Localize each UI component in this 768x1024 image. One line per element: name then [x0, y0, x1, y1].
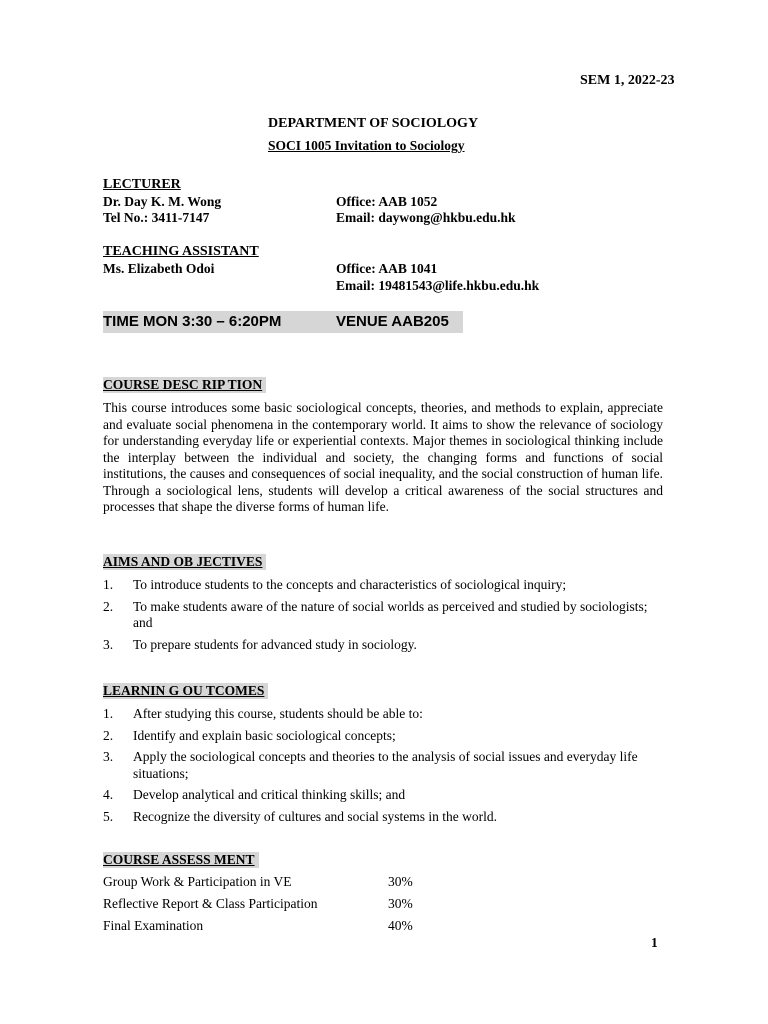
- assessment-row: Group Work & Participation in VE 30%: [103, 874, 413, 889]
- assessment-heading: COURSE ASSESS MENT: [103, 852, 259, 868]
- semester-label: SEM 1, 2022-23: [580, 73, 675, 88]
- schedule-venue: VENUE AAB205: [336, 313, 449, 330]
- course-title: SOCI 1005 Invitation to Sociology: [268, 138, 465, 153]
- schedule-time: TIME MON 3:30 – 6:20PM: [103, 313, 282, 330]
- description-heading: COURSE DESC RIP TION: [103, 377, 266, 393]
- lecturer-heading: LECTURER: [103, 177, 181, 192]
- schedule-bar: [103, 311, 463, 333]
- list-item: 1. To introduce students to the concepts and characteristics of sociological inquiry;: [103, 577, 567, 592]
- list-item: 2. Identify and explain basic sociological concepts;: [103, 727, 396, 743]
- lecturer-tel: Tel No.: 3411-7147: [103, 210, 210, 225]
- outcomes-list: [103, 706, 663, 825]
- list-item: 1. After studying this course, students should be able to:: [103, 706, 423, 721]
- ta-heading: TEACHING ASSISTANT: [103, 244, 259, 259]
- ta-name: Ms. Elizabeth Odoi: [103, 261, 215, 276]
- lecturer-name: Dr. Day K. M. Wong: [103, 194, 222, 209]
- ta-office: Office: AAB 1041: [336, 261, 438, 276]
- lecturer-email: Email: daywong@hkbu.edu.hk: [336, 210, 516, 225]
- list-item: 4. Develop analytical and critical thinking skills; and: [103, 787, 406, 802]
- department-title: DEPARTMENT OF SOCIOLOGY: [268, 116, 479, 131]
- list-item: 5. Recognize the diversity of cultures and social systems in the world.: [103, 808, 498, 824]
- page-number: 1: [651, 935, 658, 950]
- list-item: 3. To prepare students for advanced study in sociology.: [103, 636, 417, 652]
- assessment-row: Reflective Report & Class Participation 30%: [103, 896, 413, 911]
- lecturer-office: Office: AAB 1052: [336, 194, 438, 209]
- aims-list: [103, 577, 663, 653]
- aims-heading: AIMS AND OB JECTIVES: [103, 554, 266, 570]
- ta-email: Email: 19481543@life.hkbu.edu.hk: [336, 278, 540, 293]
- assessment-row: Final Examination 40%: [103, 918, 413, 933]
- description-text: This course introduces some basic sociological concepts, theories, and methods to explain, appreciate and evaluate social phenomena in the contemporary world. It aims to show the relevance of sociology for understanding everyday life or experiential contexts. Major themes in sociological thinking include the interplay between the individual and society, the changing forms and functions of social institutions, the causes and consequences of social inequality, and the social construction of human life. Through a sociological lens, students will develop a critical awareness of the social structures and processes that shape the diverse forms of human life.: [103, 400, 663, 514]
- list-item: 3. Apply the sociological concepts and theories to the analysis of social issues and everyday life situations;: [103, 749, 638, 781]
- list-item: 2. To make students aware of the nature of social worlds as perceived and studied by sociologists; and: [103, 598, 648, 630]
- outcomes-heading: LEARNIN G OU TCOMES: [103, 683, 268, 699]
